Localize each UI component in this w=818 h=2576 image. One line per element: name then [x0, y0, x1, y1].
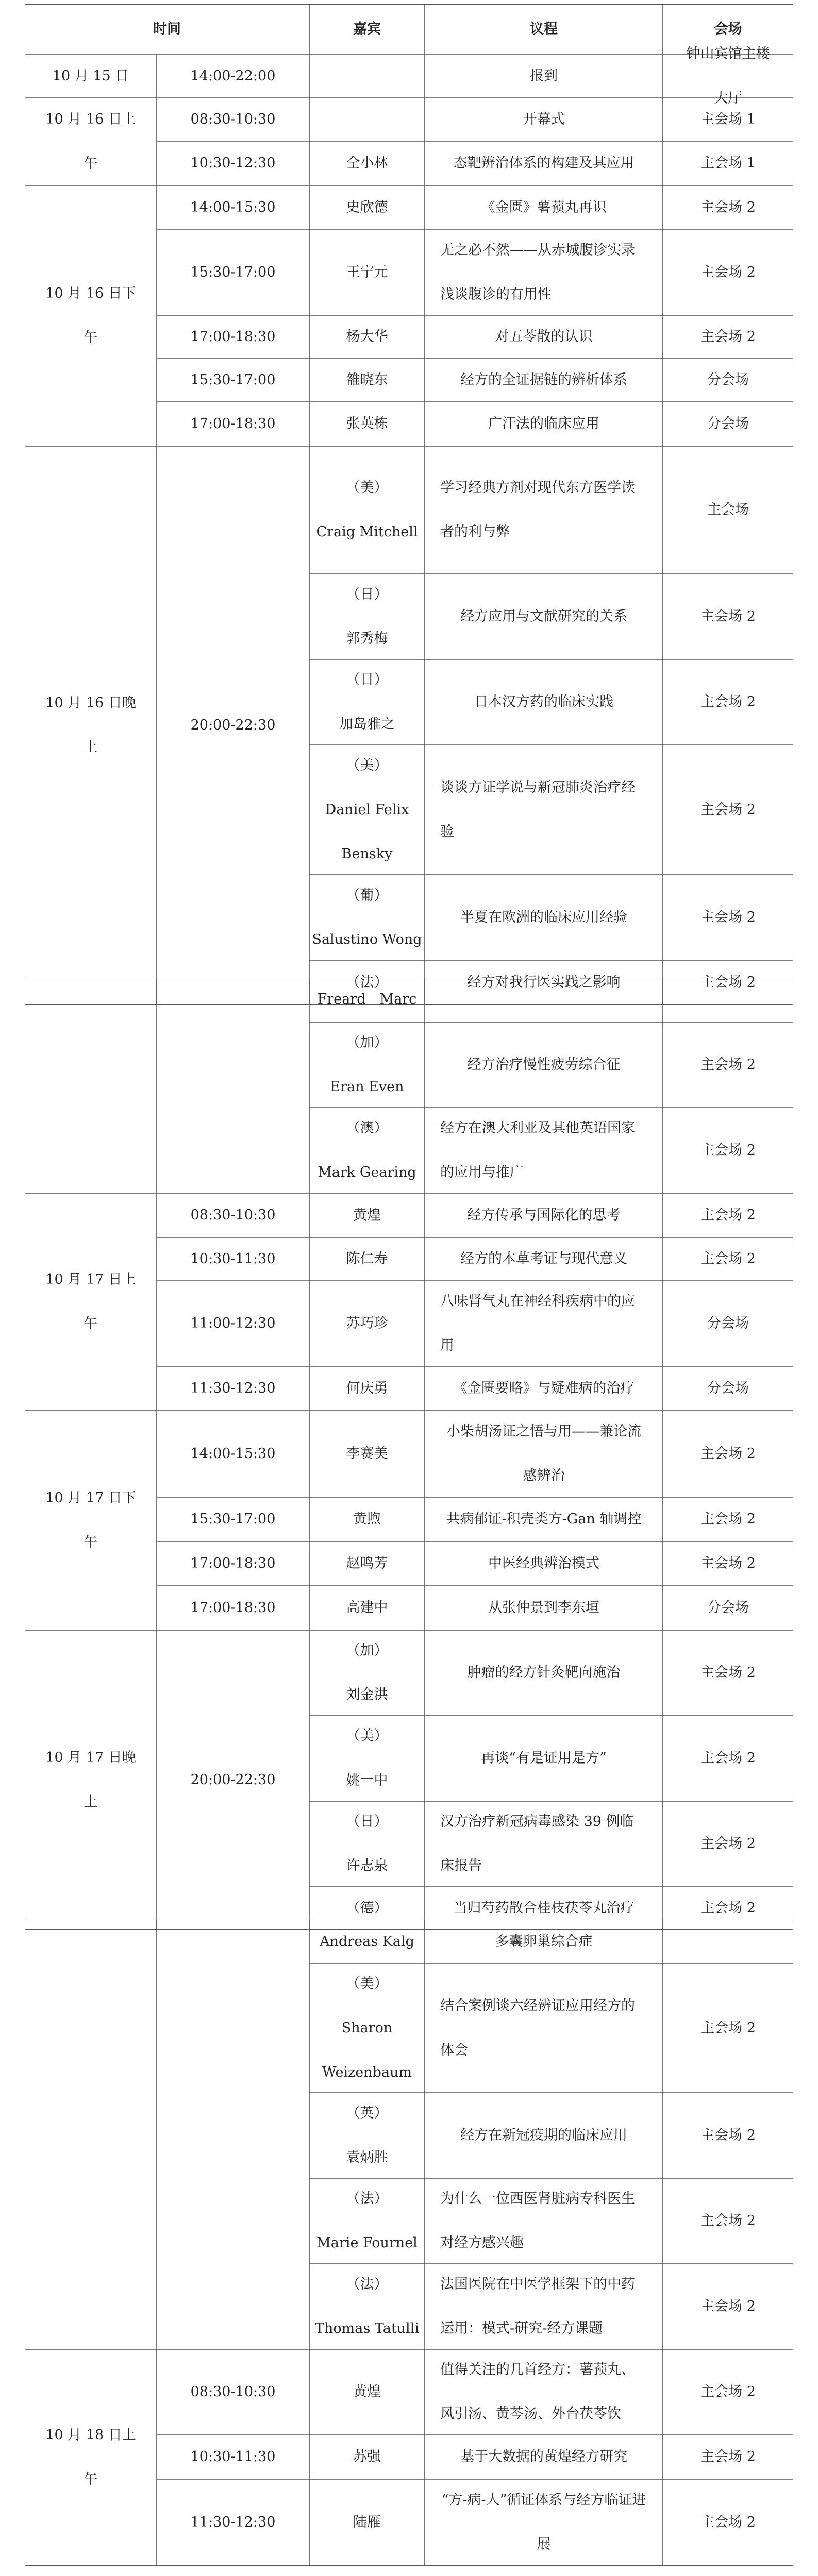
topic-text: 经方的全证据链的辨析体系 — [460, 372, 627, 388]
header-venue: 会场 — [714, 21, 742, 37]
guest-name-line: （葡） — [346, 887, 388, 903]
venue-cell: 主会场 2 — [700, 329, 756, 345]
venue-cell: 主会场 1 — [700, 155, 756, 171]
topic-cell — [425, 1586, 663, 1630]
topic-cell — [425, 1193, 663, 1238]
guest-name — [353, 1497, 381, 1541]
guest-name-line: 苏强 — [353, 2449, 381, 2465]
guest-name — [353, 1193, 381, 1238]
topic-cell — [425, 359, 663, 402]
guest-cell — [309, 2479, 425, 2566]
day-cell: 10 月 16 日晚上 — [45, 695, 136, 755]
guest-name — [346, 1586, 388, 1630]
venue-cell: 主会场 2 — [700, 2213, 756, 2229]
guest-cell — [309, 315, 425, 359]
time-cell: 08:30-10:30 — [190, 1207, 276, 1223]
guest-cell — [309, 745, 425, 875]
day-cell: 10 月 17 日上午 — [45, 1272, 136, 1332]
topic-cell — [425, 55, 663, 98]
guest-name — [346, 358, 388, 402]
venue-cell: 主会场 2 — [700, 974, 756, 990]
venue-cell: 主会场 2 — [700, 2514, 756, 2530]
guest-name-line: （日） — [346, 586, 388, 602]
topic-text: 结合案例谈六经辨证应用经方的体会 — [440, 1998, 635, 2058]
guest-cell — [309, 185, 425, 230]
guest-name — [318, 1106, 416, 1195]
topic-text: 经方传承与国际化的思考 — [467, 1207, 621, 1223]
guest-name-line: （美） — [346, 1728, 388, 1744]
schedule-table-section — [25, 1920, 793, 2566]
venue-cell: 主会场 2 — [700, 1057, 756, 1073]
topic-text: 日本汉方药的临床实践 — [474, 694, 613, 710]
guest-name — [353, 2435, 381, 2479]
topic-text: 开幕式 — [523, 111, 565, 127]
guest-name-line: （加） — [346, 1035, 388, 1050]
venue-cell: 分会场 — [707, 416, 749, 432]
guest-name-line: 黄煦 — [353, 1511, 381, 1527]
guest-name-line: 仝小林 — [346, 155, 388, 171]
guest-cell — [309, 359, 425, 402]
venue-cell: 主会场 2 — [700, 1665, 756, 1681]
topic-text: 基于大数据的黄煌经方研究 — [460, 2449, 627, 2465]
header-time: 时间 — [153, 21, 181, 37]
guest-name — [346, 1237, 388, 1281]
guest-name — [346, 1432, 388, 1476]
topic-cell — [425, 402, 663, 446]
schedule-table-section — [25, 4, 793, 1005]
topic-cell — [425, 1366, 663, 1411]
guest-name — [346, 185, 388, 230]
guest-cell — [309, 2349, 425, 2435]
topic-cell — [425, 1411, 663, 1497]
guest-name-line: 陈仁寿 — [346, 1251, 388, 1267]
guest-name-line: （美） — [346, 480, 388, 496]
guest-name-line: Salustino Wong — [312, 931, 422, 947]
venue-cell: 主会场 2 — [700, 2298, 756, 2314]
guest-name-line: 何庆勇 — [346, 1380, 388, 1396]
time-cell — [157, 977, 309, 1193]
guest-cell — [309, 1193, 425, 1238]
guest-cell — [309, 1964, 425, 2093]
guest-name — [316, 2177, 418, 2265]
venue-cell: 主会场 2 — [700, 1142, 756, 1158]
guest-cell — [309, 2178, 425, 2264]
guest-name — [325, 743, 409, 876]
guest-name-line: 郭秀梅 — [346, 631, 388, 647]
topic-cell — [425, 1108, 663, 1193]
guest-name-line: 王宁元 — [346, 264, 388, 280]
guest-name-line: Mark Gearing — [318, 1164, 416, 1180]
guest-name — [346, 1301, 388, 1346]
guest-name-line: Weizenbaum — [322, 2064, 412, 2080]
guest-cell — [309, 977, 425, 1022]
topic-cell — [425, 1281, 663, 1366]
time-cell: 10:30-11:30 — [190, 2449, 276, 2465]
time-cell: 14:00-15:30 — [190, 1446, 276, 1462]
topic-cell — [425, 875, 663, 960]
topic-text: 肿瘤的经方针灸靶向施治 — [467, 1665, 621, 1681]
guest-cell — [309, 1801, 425, 1887]
guest-cell — [309, 1630, 425, 1716]
guest-name — [346, 315, 388, 359]
guest-name — [316, 466, 418, 554]
topic-text: “方-病-人”循证体系与经方临证进展 — [441, 2492, 646, 2552]
time-cell: 17:00-18:30 — [190, 329, 276, 345]
guest-cell — [309, 659, 425, 745]
guest-name-line: （日） — [346, 672, 388, 688]
guest-name — [330, 1021, 404, 1109]
day-cell: 10 月 17 日晚上 — [45, 1750, 136, 1810]
topic-text: 经方治疗慢性疲劳综合征 — [467, 1057, 621, 1073]
day-cell: 10 月 17 日下午 — [45, 1490, 136, 1550]
venue-cell: 分会场 — [707, 372, 749, 388]
venue-cell: 主会场 2 — [700, 1750, 756, 1766]
time-cell — [157, 1920, 309, 2349]
topic-text: 值得关注的几首经方：薯蓣丸、风引汤、黄芩汤、外台茯苓饮 — [440, 2362, 635, 2422]
guest-cell — [309, 55, 425, 98]
guest-cell — [309, 446, 425, 574]
topic-cell — [425, 659, 663, 745]
topic-cell — [425, 2479, 663, 2566]
guest-name-line: 史欣德 — [346, 199, 388, 215]
venue-cell: 主会场 2 — [700, 2020, 756, 2036]
day-cell — [25, 1920, 157, 2349]
guest-cell — [309, 2435, 425, 2479]
topic-text: 再谈“有是证用是方” — [481, 1750, 607, 1766]
time-cell: 14:00-15:30 — [190, 199, 276, 215]
topic-text: 经方的本草考证与现代意义 — [460, 1251, 627, 1267]
topic-cell — [425, 2349, 663, 2435]
topic-text: 态靶辨治体系的构建及其应用 — [453, 155, 635, 171]
guest-name — [353, 2500, 381, 2545]
guest-name — [346, 2091, 388, 2180]
guest-name-line: （法） — [346, 2191, 388, 2207]
day-cell — [25, 977, 157, 1193]
guest-cell — [309, 1108, 425, 1193]
guest-name-line: Andreas Kalg — [320, 1934, 414, 1950]
guest-name-line: 袁炳胜 — [346, 2149, 388, 2165]
venue-cell: 主会场 2 — [700, 199, 756, 215]
time-cell: 15:30-17:00 — [190, 1511, 276, 1527]
guest-name-line: （加） — [346, 1642, 388, 1658]
guest-name-line: 陆雁 — [353, 2514, 381, 2530]
guest-cell — [309, 1281, 425, 1366]
guest-cell — [309, 1716, 425, 1801]
guest-name — [346, 141, 388, 185]
topic-cell — [425, 1022, 663, 1108]
guest-cell — [309, 1497, 425, 1541]
venue-cell: 主会场 2 — [700, 2127, 756, 2143]
time-cell: 20:00-22:30 — [190, 717, 276, 733]
guest-name — [339, 658, 395, 747]
guest-name-line: 雒晓东 — [346, 372, 388, 388]
header-topic: 议程 — [530, 21, 558, 37]
guest-name-line: 黄煌 — [353, 2384, 381, 2400]
guest-name — [346, 1541, 388, 1586]
topic-text: 广汗法的临床应用 — [488, 416, 599, 432]
topic-text: 汉方治疗新冠病毒感染 39 例临床报告 — [440, 1814, 634, 1874]
time-cell: 11:00-12:30 — [190, 1315, 276, 1331]
time-cell: 10:30-11:30 — [190, 1251, 276, 1267]
time-cell: 14:00-22:00 — [190, 68, 276, 84]
guest-name-line: 刘金洪 — [346, 1687, 388, 1703]
venue-cell: 主会场 2 — [700, 2449, 756, 2465]
topic-text: 经方在新冠疫期的临床应用 — [460, 2127, 627, 2143]
guest-name-line: 赵鸣芳 — [346, 1555, 388, 1571]
topic-cell — [425, 185, 663, 230]
guest-name-line: Eran Even — [330, 1079, 404, 1095]
day-cell: 10 月 16 日下午 — [45, 285, 136, 346]
venue-cell: 主会场 2 — [700, 1251, 756, 1267]
topic-text: 《金匮》薯蓣丸再识 — [481, 199, 607, 215]
time-cell: 20:00-22:30 — [190, 1772, 276, 1788]
venue-cell: 分会场 — [707, 1380, 749, 1396]
time-cell: 08:30-10:30 — [190, 2384, 276, 2400]
venue-cell: 分会场 — [707, 1600, 749, 1616]
guest-cell — [309, 1411, 425, 1497]
topic-text: 对五苓散的认识 — [495, 329, 593, 345]
guest-cell — [309, 574, 425, 659]
schedule-table-section — [25, 977, 793, 1930]
guest-name-line: （英） — [346, 2105, 388, 2121]
guest-name — [346, 1629, 388, 1717]
topic-text: 法国医院在中医学框架下的中药运用：模式-研究-经方课题 — [440, 2276, 635, 2336]
time-cell: 10:30-12:30 — [190, 155, 276, 171]
guest-name-line: 苏巧珍 — [346, 1315, 388, 1331]
venue-cell — [663, 1920, 793, 1964]
topic-cell — [425, 2178, 663, 2264]
guest-name-line: 黄煌 — [353, 1207, 381, 1223]
topic-text: 无之必不然——从赤城腹诊实录浅谈腹诊的有用性 — [440, 242, 635, 302]
venue-cell: 主会场 1 — [700, 111, 756, 127]
venue-cell: 主会场 2 — [700, 1555, 756, 1571]
guest-cell — [309, 1022, 425, 1108]
guest-name — [346, 402, 388, 446]
guest-cell — [309, 1238, 425, 1281]
topic-cell — [425, 977, 663, 1022]
topic-text: 谈谈方证学说与新冠肺炎治疗经验 — [440, 779, 635, 840]
guest-cell — [309, 141, 425, 185]
time-cell: 17:00-18:30 — [190, 1600, 276, 1616]
guest-name — [315, 2262, 419, 2351]
time-cell: 15:30-17:00 — [190, 372, 276, 388]
guest-name — [346, 572, 388, 661]
venue-cell: 主会场 2 — [700, 694, 756, 710]
topic-cell — [425, 2093, 663, 2178]
guest-name-line: 杨大华 — [346, 329, 388, 345]
guest-name-line: Thomas Tatulli — [315, 2320, 419, 2336]
guest-name — [346, 1366, 388, 1411]
guest-name-line: Marie Fournel — [316, 2235, 418, 2251]
topic-text: 八味肾气丸在神经科疾病中的应用 — [440, 1293, 635, 1353]
topic-cell — [425, 141, 663, 185]
topic-cell — [425, 574, 663, 659]
guest-name — [353, 2370, 381, 2414]
topic-text: 为什么一位西医肾脏病专科医生对经方感兴趣 — [440, 2191, 635, 2251]
topic-cell — [425, 2264, 663, 2349]
topic-text: 当归芍药散合桂枝茯苓丸治疗 — [453, 1900, 635, 1916]
guest-name — [320, 1920, 414, 1964]
topic-text: 半夏在欧洲的临床应用经验 — [460, 909, 627, 925]
topic-text: 经方应用与文献研究的关系 — [460, 608, 627, 624]
venue-cell: 主会场 2 — [700, 608, 756, 624]
guest-name — [318, 977, 417, 1022]
time-cell: 08:30-10:30 — [190, 111, 276, 127]
topic-cell — [425, 98, 663, 141]
venue-cell: 主会场 2 — [700, 1836, 756, 1852]
venue-cell: 主会场 2 — [700, 2384, 756, 2400]
topic-text: 学习经典方剂对现代东方医学读者的利与弊 — [440, 480, 635, 540]
topic-cell — [425, 1541, 663, 1586]
topic-cell — [425, 1716, 663, 1801]
guest-cell — [309, 2264, 425, 2349]
guest-cell — [309, 1366, 425, 1411]
guest-name-line: Freard Marc — [317, 991, 417, 1007]
venue-cell: 主会场 2 — [700, 802, 756, 818]
topic-text: 小柴胡汤证之悟与用——兼论流感辨治 — [446, 1423, 641, 1484]
day-cell: 10 月 15 日 — [52, 68, 129, 84]
venue-cell: 主会场 2 — [700, 909, 756, 925]
guest-name-line: （德） — [346, 1900, 388, 1916]
guest-cell — [309, 1541, 425, 1586]
guest-name-line: （美） — [346, 1976, 388, 1992]
guest-cell — [309, 402, 425, 446]
topic-cell — [425, 1801, 663, 1887]
time-cell: 11:30-12:30 — [190, 1380, 276, 1396]
guest-cell — [309, 1586, 425, 1630]
venue-cell: 主会场 2 — [700, 1900, 756, 1916]
topic-text: 经方在澳大利亚及其他英语国家的应用与推广 — [440, 1120, 635, 1180]
guest-name — [322, 1962, 412, 2095]
venue-cell: 分会场 — [707, 1315, 749, 1331]
guest-name — [346, 250, 388, 295]
time-cell: 17:00-18:30 — [190, 416, 276, 432]
topic-cell — [425, 2435, 663, 2479]
topic-text: 共病郁证-积壳类方-Gan 轴调控 — [446, 1511, 642, 1527]
topic-cell — [425, 230, 663, 315]
topic-text: 经方对我行医实践之影响 — [467, 974, 621, 990]
venue-cell: 主会场 — [707, 502, 749, 518]
guest-cell — [309, 2093, 425, 2178]
topic-text: 多囊卵巢综合症 — [495, 1934, 593, 1950]
header-guest: 嘉宾 — [353, 21, 381, 37]
guest-name-line: 李赛美 — [346, 1446, 388, 1462]
guest-cell — [309, 230, 425, 315]
guest-cell — [309, 875, 425, 960]
guest-name-line: Daniel Felix — [325, 802, 409, 818]
topic-cell — [425, 1238, 663, 1281]
time-cell: 15:30-17:00 — [190, 264, 276, 280]
day-cell: 10 月 18 日上午 — [45, 2427, 136, 2487]
topic-cell — [425, 446, 663, 574]
guest-name-line: 高建中 — [346, 1600, 388, 1616]
topic-cell — [425, 1920, 663, 1964]
guest-name-line: Bensky — [341, 846, 393, 862]
venue-cell — [663, 977, 793, 1022]
guest-name — [312, 873, 422, 962]
guest-name — [346, 1714, 388, 1803]
day-cell: 10 月 16 日上午 — [45, 111, 136, 172]
guest-cell — [309, 1920, 425, 1964]
guest-name-line: （法） — [346, 974, 388, 990]
guest-cell — [309, 98, 425, 141]
topic-text: 从张仲景到李东垣 — [488, 1600, 599, 1616]
guest-name-line: （日） — [346, 1814, 388, 1829]
guest-name — [346, 1800, 388, 1888]
topic-cell — [425, 1630, 663, 1716]
guest-name-line: Craig Mitchell — [316, 524, 418, 540]
time-cell: 11:30-12:30 — [190, 2514, 276, 2530]
time-cell: 17:00-18:30 — [190, 1555, 276, 1571]
guest-name-line: 许志泉 — [346, 1858, 388, 1874]
guest-name-line: （法） — [346, 2276, 388, 2292]
topic-cell — [425, 315, 663, 359]
guest-name-line: 姚一中 — [346, 1772, 388, 1788]
guest-name-line: 张英栋 — [346, 416, 388, 432]
topic-cell — [425, 1497, 663, 1541]
guest-name-line: 加岛雅之 — [339, 716, 395, 732]
topic-text: 《金匮要略》与疑难病的治疗 — [453, 1380, 635, 1396]
venue-cell: 主会场 2 — [700, 1511, 756, 1527]
topic-cell — [425, 1964, 663, 2093]
guest-name-line: （澳） — [346, 1120, 388, 1136]
topic-text: 中医经典辨治模式 — [488, 1555, 599, 1571]
guest-name-line: Sharon — [341, 2020, 393, 2036]
venue-cell: 主会场 2 — [700, 264, 756, 280]
venue-cell: 钟山宾馆主楼大厅 — [686, 46, 770, 106]
guest-name-line: （美） — [346, 757, 388, 773]
venue-cell: 主会场 2 — [700, 1446, 756, 1462]
topic-text: 报到 — [530, 68, 558, 84]
venue-cell: 主会场 2 — [700, 1207, 756, 1223]
topic-cell — [425, 745, 663, 875]
